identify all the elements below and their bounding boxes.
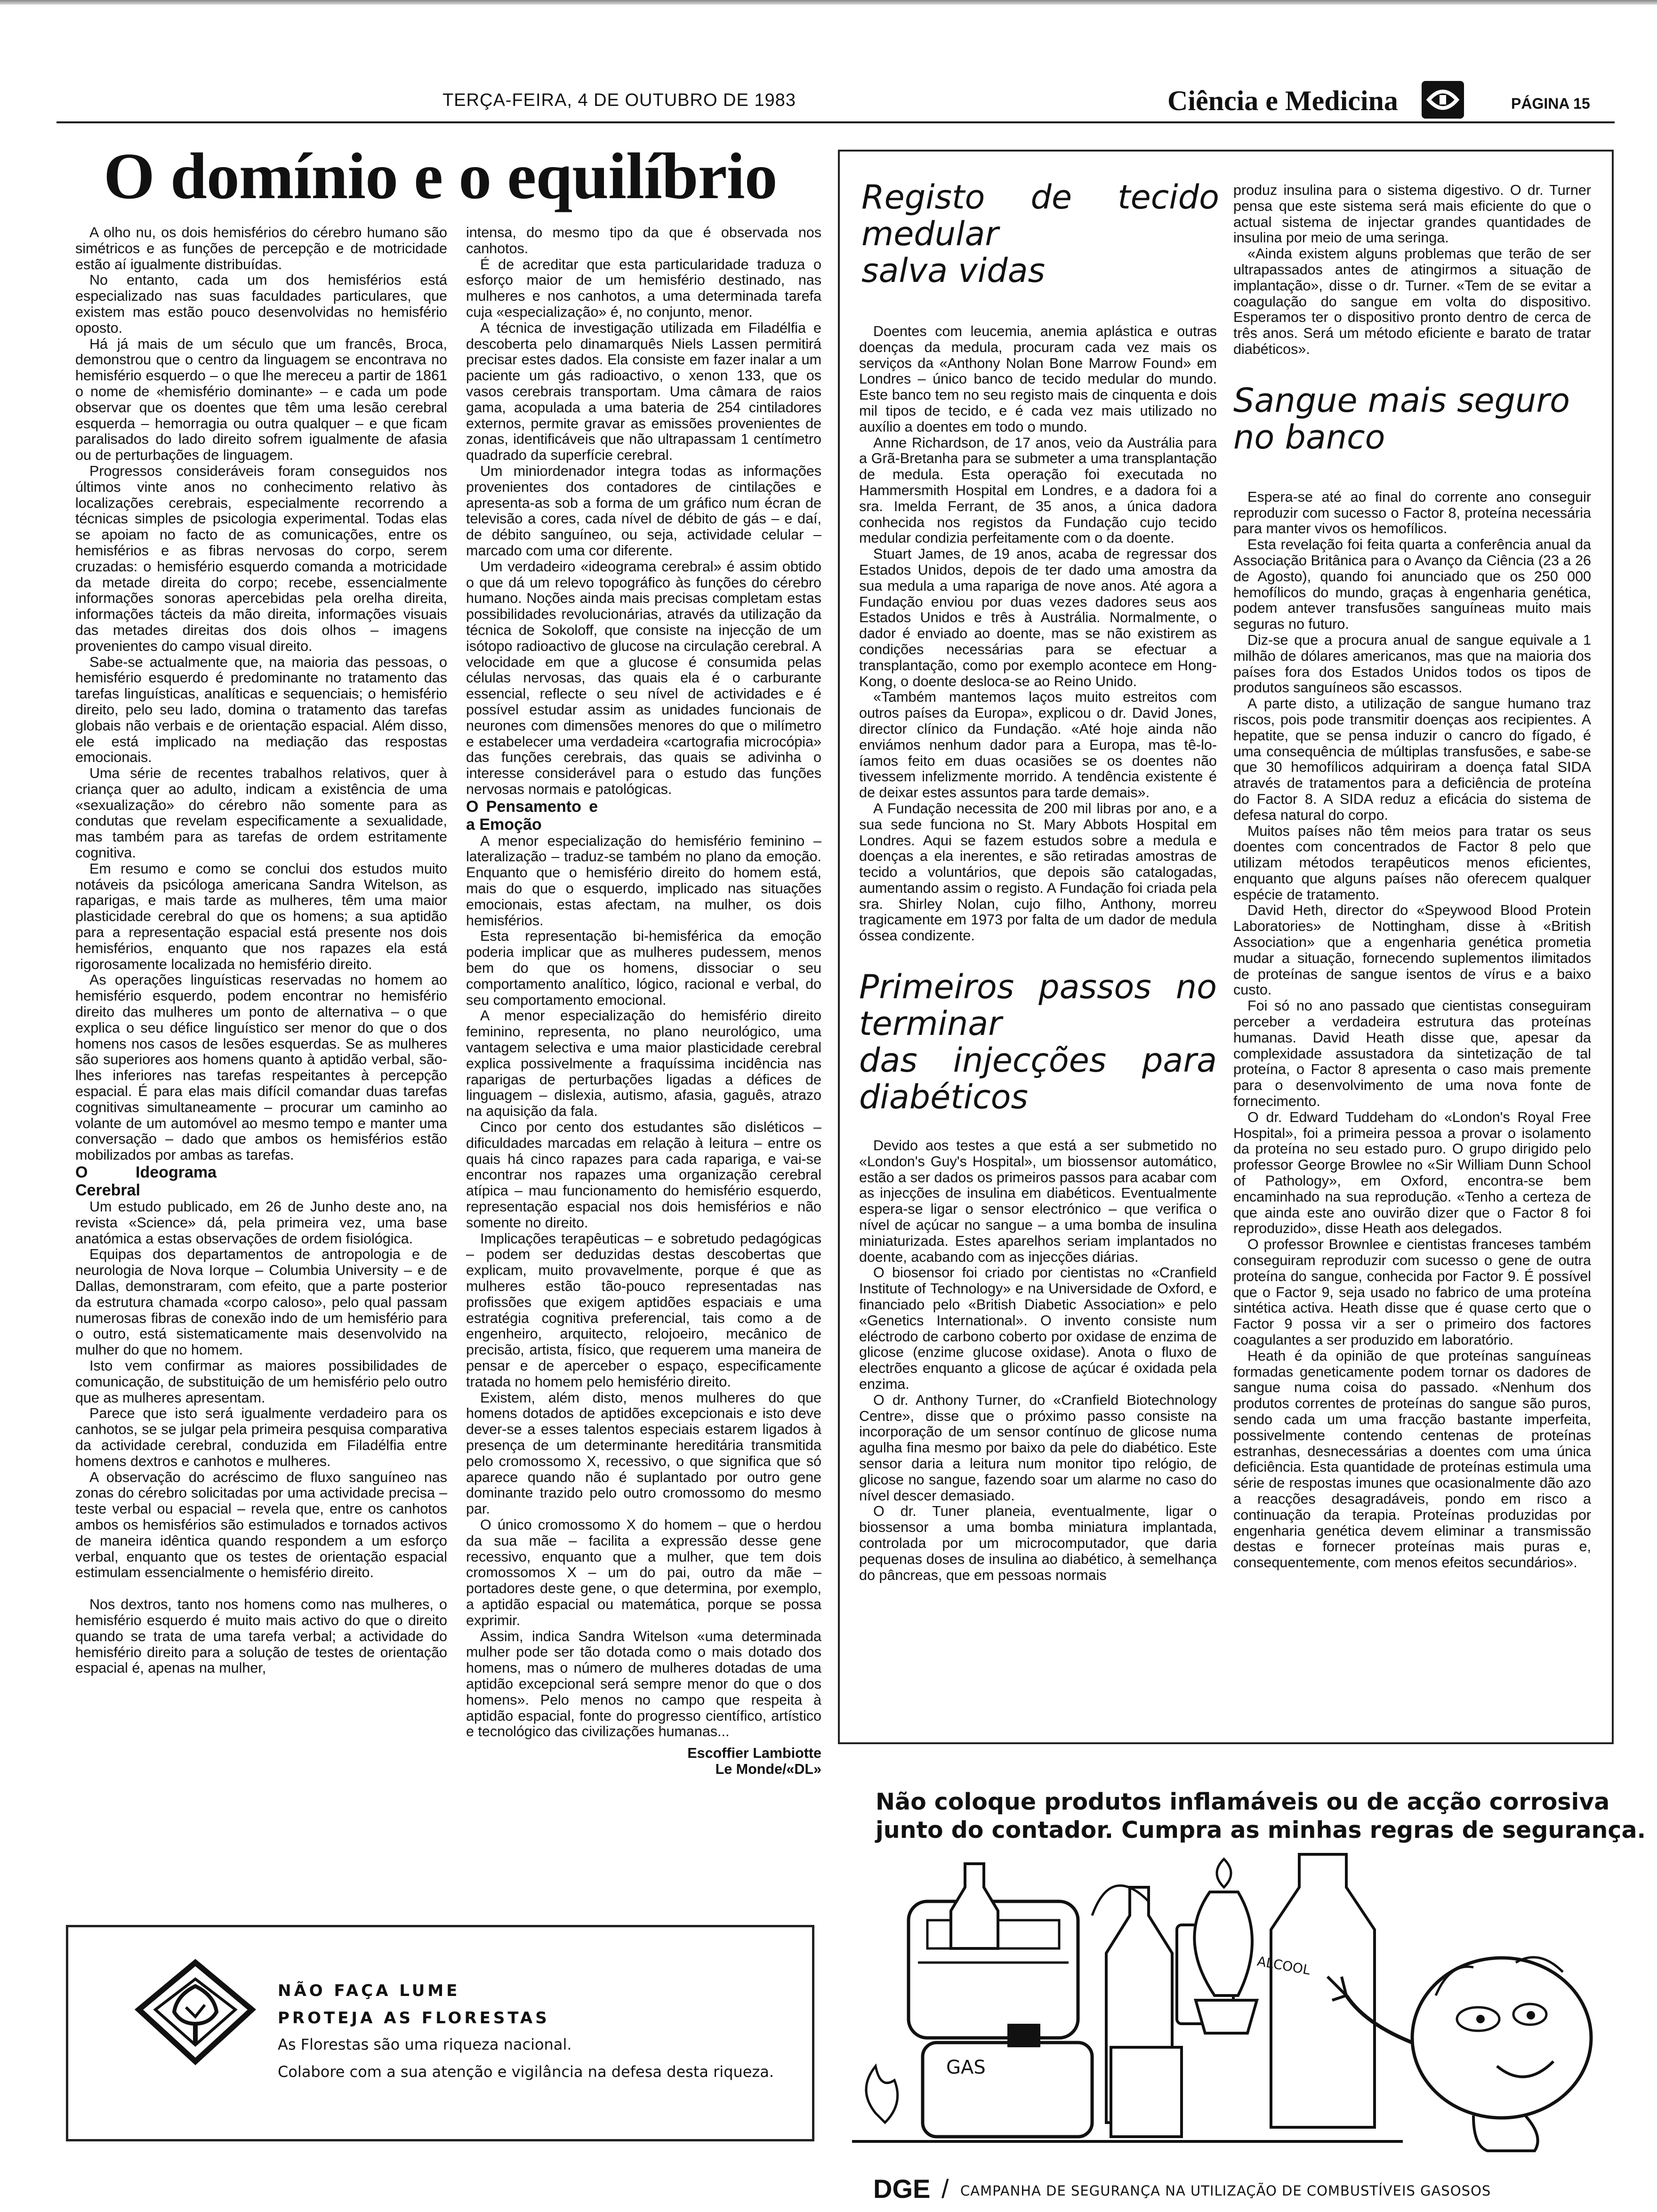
signature-author: Escoffier Lambiotte [687, 1745, 821, 1762]
box-col-1 [859, 324, 1217, 1736]
paragraph: No entanto, cada um dos hemisférios está especializado nas suas faculdades particulares, que existem mas estão pouco desenvolvidas no hemisfério oposto. [75, 272, 447, 336]
paragraph: Esta representação bi-hemisférica da emoção poderia implicar que as mulheres pudessem, menos bem do que os homens, dissociar o seu comportamento analítico, lógico, racional e verbal, do seu comportamento emocional. [466, 928, 821, 1008]
subheading: O Pensamento e a Emoção [466, 797, 598, 834]
title-line: Registo de tecido [861, 178, 1219, 216]
paragraph: Sabe-se actualmente que, na maioria das pessoas, o hemisfério esquerdo é predominante no tratamento das tarefas linguísticas, analíticas e sequenciais; o hemisfério direito, pelo seu lado, domina o tratamento das tarefas globais não verbais e de orientação espacial. Além disso, ele está implicado na mediação das respostas emocionais. [75, 654, 447, 766]
paragraph: O único cromossomo X do homem – que o herdou da sua mãe – facilita a expressão desse gene recessivo, enquanto que a mulher, que tem dois cromossomos X – um do pai, outro da mãe – portadores deste gene, o que determina, por exemplo, a aptidão espacial ou matemática, porque se possa exprimir. [466, 1516, 821, 1628]
paragraph: É de acreditar que esta particularidade traduza o esforço maior de um hemisfério destinado, nas mulheres e nos canhotos, a uma determinada tarefa cuja «especialização» é, no conjunto, menor. [466, 256, 821, 320]
paragraph: O dr. Edward Tuddeham do «London's Royal Free Hospital», foi a primeira pessoa a provar o isolamento da proteína no seu estado puro. O grupo dirigido pelo professor George Browlee no «Sir William Dunn School of Pathology», em Oxford, encontra-se bem encaminhado na sua reprodução. «Tenho a certeza de que ainda este ano ouvirão dizer que o Factor 8 foi reproduzido», disse Heath aos delegados. [1233, 1109, 1591, 1237]
paragraph: A Fundação necessita de 200 mil libras por ano, e a sua sede funciona no St. Mary Abbots Hospital em Londres. Aqui se fazem estudos sobre a medula e doenças a ela inerentes, e são retiradas amostras de tecido a voluntários, que depois são catalogadas, aumentando assim o registo. A Fundação foi criada pela sra. Shirley Nolan, cujo filho, Anthony, morreu tragicamente em 1973 por falta de um dador de medula óssea condizente. [859, 800, 1217, 944]
paragraph: Um verdadeiro «ideograma cerebral» é assim obtido o que dá um relevo topográfico às funções do cérebro humano. Noções ainda mais precisas completam estas possibilidades revolucionárias, através da utilização da técnica de Sokoloff, que consiste na injecção de um isótopo radioactivo de glucose na circulação cerebral. A velocidade em que a glucose é consumida pelas células nervosas, das quais ela é o carburante essencial, reflecte o seu nível de actividades e é possível estudar assim as unidades funcionais de neurones com dimensões menores do que o milímetro e estabelecer uma verdadeira «cartografia microcópia» das funções cerebrais, das quais se adivinha o interesse considerável para o estudo das funções nervosas normais e patológicas. [466, 558, 821, 797]
title-line: terminar [859, 1004, 1002, 1043]
tree-logo-icon [134, 1958, 257, 2076]
forest-ad-line1: NÃO FAÇA LUME [278, 1981, 460, 2000]
paragraph: Diz-se que a procura anual de sangue equivale a 1 milhão de dólares americanos, mas que na maioria dos países fora dos Estados Unidos todos os tipos de produtos sanguíneos são escassos. [1233, 632, 1591, 696]
paragraph: Um estudo publicado, em 26 de Junho deste ano, na revista «Science» dá, pela primeira vez, uma base anatómica a estas observações de ordem fisiológica. [75, 1199, 447, 1247]
paragraph: As operações linguísticas reservadas no homem ao hemisfério esquerdo, podem encontrar no hemisfério direito das mulheres um ponto de alternativa – o que explica o seu défice linguístico ser menor do que o dos homens nos casos de lesões esquerdas. Se as mulheres são superiores aos homens quanto à aptidão verbal, são-lhes inferiores nas tarefas respeitantes à percepção espacial. É para elas mais difícil comandar duas tarefas cognitivas simultaneamente – procurar um caminho ao volante de um automóvel ao mesmo tempo e manter uma conversação – dado que ambos os hemisférios estão mobilizados por ambas as tarefas. [75, 972, 447, 1163]
gas-ad-illustration [847, 1845, 1610, 2174]
paragraph: Muitos países não têm meios para tratar os seus doentes com concentrados de Factor 8 pelo que utilizam métodos terapêuticos menos eficientes, enquanto que alguns países não oferecem qualquer espécie de tratamento. [1233, 823, 1591, 903]
paragraph: Cinco por cento dos estudantes são disléticos – dificuldades marcadas em relação à leitura – entre os quais há cinco rapazes para cada rapariga, e vai-se encontrar nos rapazes uma organização cerebral atípica – mau funcionamento do hemisfério esquerdo, representação espacial nos dois hemisférios e não somente no direito. [466, 1119, 821, 1231]
paragraph: «Ainda existem alguns problemas que terão de ser ultrapassados antes de atingirmos a situação de implantação», disse o dr. Turner. «Tem de se evitar a coagulação do sangue em volta do dispositivo. Esperamos ter o dispositivo pronto dentro de cerca de três anos. Será um método eficiente e barato de tratar diabéticos». [1233, 246, 1591, 357]
article-title-primeiros [859, 969, 1217, 1115]
paragraph: Stuart James, de 19 anos, acaba de regressar dos Estados Unidos, depois de ter dado uma amostra da sua medula a uma rapariga de nove anos. Até agora a Fundação enviou por duas vezes dadores seus aos Estados Unidos e três à Austrália. Normalmente, o dador é enviado ao doente, mas se não existirem as condições necessárias para se efectuar a transplantação, como por exemplo acontece em Hong-Kong, o doente desloca-se ao Reino Unido. [859, 546, 1217, 689]
paragraph: Em resumo e como se conclui dos estudos muito notáveis da psicóloga americana Sandra Witelson, as raparigas, e mais tarde as mulheres, têm uma maior plasticidade cerebral do que os homens; a sua aptidão para a representação espacial está presente nos dois hemisférios, enquanto que nos rapazes ela está rigorosamente localizada no hemisfério direito. [75, 860, 447, 972]
paragraph: Isto vem confirmar as maiores possibilidades de comunicação, de substituição de um hemisfério pelo outro que as mulheres apresentam. [75, 1357, 447, 1406]
paragraph: A técnica de investigação utilizada em Filadélfia e descoberta pelo dinamarquês Niels Lassen permitirá precisar estes dados. Ela consiste em fazer inalar a um paciente um gás radioactivo, o xenon 133, que os vasos cerebrais transportam. Uma câmara de raios gama, acopulada a uma bateria de 254 cintiladores externos, permite gravar as emissões provenientes de zonas, identificáveis que não ultrapassam 1 centímetro quadrado da superfície cerebral. [466, 320, 821, 464]
paragraph: Um miniordenador integra todas as informações provenientes dos contadores de cintilações e apresenta-as sob a forma de um gráfico num écran de televisão a cores, cada nível de débito de gás – e daí, de débito sanguíneo, ou seja, actividade celular – marcado com uma cor diferente. [466, 463, 821, 559]
box-col-2 [1233, 183, 1591, 1736]
gas-ad-line2: junto do contador. Cumpra as minhas regras de segurança. [876, 1817, 1646, 1843]
paragraph: Assim, indica Sandra Witelson «uma determinada mulher pode ser tão dotada como o mais dotado dos homens, mas o número de mulheres dotadas de uma aptidão excepcional será sempre menor do que o dos homens». Pelo menos no campo que respeita à aptidão espacial, fonte do progresso científico, artístico e tecnológico das civilizações humanas... [466, 1628, 821, 1740]
paragraph: Anne Richardson, de 17 anos, veio da Austrália para a Grã-Bretanha para se submeter a uma transplantação de medula. Esta operação foi executada no Hammersmith Hospital em Londres, e a dadora foi a sra. Imelda Ferrant, de 35 anos, a única dadora conhecida nos registos da Fundação cujo tecido medular condizia perfeitamente com o da doente. [859, 434, 1217, 546]
main-col-1 [75, 225, 447, 1882]
main-title: O domínio e o equilíbrio [104, 140, 777, 213]
paragraph: Esta revelação foi feita quarta a conferência anual da Associação Britânica para o Avanço da Ciência (23 a 26 de Agosto), quando foi anunciado que os 250 000 hemofílicos do mundo, graças à engenharia genética, podem antever transfusões sanguíneas muito mais seguras no futuro. [1233, 537, 1591, 633]
forest-ad-line4: Colabore com a sua atenção e vigilância na defesa desta riqueza. [278, 2063, 774, 2081]
title-line: das injecções para [859, 1041, 1217, 1080]
paragraph: A menor especialização do hemisfério feminino – lateralização – traduz-se também no plano da emoção. Enquanto que o hemisfério direito do homem está, mais do que o esquerdo, implicado nas situações emocionais, estas afectam, na mulher, os dois hemisférios. [466, 833, 821, 929]
gas-cylinder-label: GAS [946, 2057, 986, 2078]
forest-ad-line3: As Florestas são uma riqueza nacional. [278, 2036, 572, 2053]
subheading: O Ideograma Cerebral [75, 1163, 217, 1200]
title-line: diabéticos [859, 1078, 1028, 1117]
gas-ad-campaign: CAMPANHA DE SEGURANÇA NA UTILIZAÇÃO DE COMBUSTÍVEIS GASOSOS [960, 2183, 1491, 2199]
paragraph: Nos dextros, tanto nos homens como nas mulheres, o hemisfério esquerdo é muito mais activo do que o direito quando se trata de uma tarefa verbal; a actividade do hemisfério direito para a solução de testes de orientação espacial é, apenas na mulher, [75, 1596, 447, 1676]
forest-ad-line2: PROTEJA AS FLORESTAS [278, 2009, 550, 2028]
title-line: no banco [1233, 417, 1385, 457]
gas-ad-brand-slash: / [941, 2174, 949, 2204]
header-rule [56, 121, 1615, 123]
header-logo [1422, 81, 1464, 119]
paragraph: A menor especialização do hemisfério direito feminino, representa, no plano neurológico, uma vantagem selectiva e uma maior plasticidade cerebral explica possivelmente a fraquíssima incidência nas raparigas de perturbações ligadas a défices de linguagem – dislexia, autismo, afasia, gaguês, atrazo na aquisição da fala. [466, 1008, 821, 1120]
paragraph: O dr. Tuner planeia, eventualmente, ligar o biossensor a uma bomba miniatura implantada, controlada por um microcomputador, que daria pequenas doses de insulina ao diabético, à semelhança do pâncreas, que em pessoas normais [859, 1503, 1217, 1583]
paragraph: O biosensor foi criado por cientistas no «Cranfield Institute of Technology» e na Universidade de Oxford, e financiado pelo «British Diabetic Association» e pelo «Genetics International». O invento consiste num eléctrodo de carbono coberto por oxidase de enzima de glicose (enzime glucose oxidase). Anota o fluxo de electrões enquanto a glicose de açúcar é oxidada pela enzima. [859, 1265, 1217, 1393]
title-line: medular [861, 215, 999, 253]
paragraph: «Também mantemos laços muito estreitos com outros países da Europa», explicou o dr. David Jones, director clínico da Fundação. «Até hoje ainda não enviámos nenhum dador para a Europa, mas tê-lo-íamos feito em duas ocasiões se os doentes não tivessem infelizmente morrido. A tendência existente é de deixar estes assuntos para tarde demais». [859, 689, 1217, 801]
paragraph: A observação do acréscimo de fluxo sanguíneo nas zonas do cérebro solicitadas por uma actividade precisa – teste verbal ou espacial – revela que, entre os canhotos ambos os hemisférios são estimulados e tornados activos de maneira idêntica quando respondem a um esforço verbal, enquanto que os testes de orientação espacial estimulam essencialmente o hemisfério direito. [75, 1469, 447, 1581]
main-col-2 [466, 225, 821, 1891]
paragraph: A parte disto, a utilização de sangue humano traz riscos, pois pode transmitir doenças aos recipientes. A hepatite, que se pensa induzir o cancro do fígado, é uma consequência de múltiplas transfusões, e sabe-se que 30 hemofílicos adquiriram a doença fatal SIDA através de tratamentos para a deficiência de proteína do Factor 8. A SIDA reduz a eficácia do sistema de defesa natural do corpo. [1233, 696, 1591, 823]
paragraph: O dr. Anthony Turner, do «Cranfield Biotechnology Centre», disse que o próximo passo consiste na incorporação de um sensor contínuo de glicose numa agulha fina mesmo por baixo da pele do diabético. Este sensor daria a leitura num monitor tipo relógio, de glicose no sangue, fazendo soar um alarme no caso do nível descer demasiado. [859, 1392, 1217, 1504]
title-line: Primeiros passos no [859, 968, 1217, 1007]
paragraph: David Heth, director do «Speywood Blood Protein Laboratories» de Nottingham, disse à «British Association» que a engenharia genética prometia mudar a situação, fornecendo suplementos ilimitados de proteínas de sangue isentos de vírus e a baixo custo. [1233, 902, 1591, 998]
paragraph: Doentes com leucemia, anemia aplástica e outras doenças da medula, procuram cada vez mais os serviços da «Anthony Nolan Bone Marrow Found» em Londres – único banco de tecido medular do mundo. Este banco tem no seu registo mais de cinquenta e dois mil tipos de tecido, e é cada vez mais utilizado no auxílio a doentes em todo o mundo. [859, 324, 1217, 435]
header-date: TERÇA-FEIRA, 4 DE OUTUBRO DE 1983 [442, 90, 796, 110]
paragraph: Implicações terapêuticas – e sobretudo pedagógicas – podem ser deduzidas destas descobertas que explicam, muito provavelmente, porque é que as mulheres estão tão-pouco representadas nas profissões que exigem aptidões espaciais e uma estratégia cognitiva preferencial, tais como a de engenheiro, arquitecto, relojoeiro, mecânico de precisão, artista, físico, que requerem uma maneira de pensar e de aperceber o espaço, especificamente tratada no homem pelo hemisfério direito. [466, 1230, 821, 1390]
paragraph: produz insulina para o sistema digestivo. O dr. Turner pensa que este sistema será mais eficiente do que o actual sistema de injectar grandes quantidades de insulina por meio de uma seringa. [1233, 183, 1591, 246]
gas-ad-brand: DGE [873, 2174, 931, 2204]
title-line: Sangue mais seguro [1233, 381, 1570, 420]
paragraph: Parece que isto será igualmente verdadeiro para os canhotos, se se julgar pela primeira pesquisa comparativa da actividade cerebral, conduzida em Filadélfia entre homens dextros e canhotos e mulheres. [75, 1405, 447, 1469]
header-rule-top [0, 0, 1657, 5]
alcool-bottle-label: ALCOOL [1256, 1953, 1311, 1978]
paragraph: intensa, do mesmo tipo da que é observada nos canhotos. [466, 225, 821, 256]
header-section: Ciência e Medicina [1167, 85, 1398, 116]
header-page: PÁGINA 15 [1511, 95, 1590, 112]
paragraph: Equipas dos departamentos de antropologia e de neurologia de Nova Iorque – Columbia University – e de Dallas, demonstraram, com efeito, que a parte posterior da estrutura chamada «corpo caloso», pelo qual passam numerosas fibras de conexão indo de um hemisfério para o outro, está sistematicamente mais desenvolvido na mulher do que no homem. [75, 1246, 447, 1358]
paragraph: A olho nu, os dois hemisférios do cérebro humano são simétricos e as funções de percepção e de motricidade estão aí igualmente distribuídas. [75, 225, 447, 272]
paragraph: Heath é da opinião de que proteínas sanguíneas formadas geneticamente podem tornar os dadores de sangue numa coisa do passado. «Nenhum dos produtos correntes de proteínas do sangue são puros, sendo cada um uma fracção bastante imperfeita, possivelmente contendo centenas de proteínas estranhas, desnecessárias a doentes com uma única deficiência. Esta quantidade de proteínas estimula uma série de respostas imunes que ocasionalmente dão azo a reacções desagradáveis, pondo em risco a continuação da terapia. Proteínas produzidas por engenharia genética devem eliminar a transmissão destas e fornecer proteínas mais puras e, consequentemente, com menos efeitos secundários». [1233, 1347, 1591, 1571]
title-line: salva vidas [861, 251, 1046, 290]
paragraph: Uma série de recentes trabalhos relativos, quer à criança quer ao adulto, indicam a existência de uma «sexualização» do cérebro não somente para as condutas que revelam especificamente a sexualidade, mas também para as tarefas de ordem estritamente cognitiva. [75, 765, 447, 861]
paragraph: Espera-se até ao final do corrente ano conseguir reproduzir com sucesso o Factor 8, proteína necessária para manter vivos os hemofílicos. [1233, 489, 1591, 537]
gas-ad-line1: Não coloque produtos inflamáveis ou de acção corrosiva [876, 1788, 1610, 1815]
paragraph: Devido aos testes a que está a ser submetido no «London's Guy's Hospital», um biossensor automático, estão a ser dados os primeiros passos para acabar com as injecções de insulina em diabéticos. Eventualmente espera-se ligar o sensor electrónico – que verifica o nível de açúcar no sangue – a uma bomba de insulina miniaturizada. Estes aparelhos seriam implantados no doente, acabando com as injecções diárias. [859, 1138, 1217, 1265]
signature-source: Le Monde/«DL» [715, 1761, 821, 1777]
paragraph: Progressos consideráveis foram conseguidos nos últimos vinte anos no conhecimento relativo às localizações cerebrais, especialmente recorrendo a técnicas simples de psicologia experimental. Todas elas se apoiam no facto de as comunicações, entre os hemisférios e as fibras nervosas do corpo, serem cruzadas: o hemisfério esquerdo comanda a motricidade da metade direita do corpo; recebe, essencialmente informações sonoras apercebidas pela orelha direita, informações tácteis da mão direita, informações visuais das metades direitas dos dois olhos – imagens provenientes do campo visual direito. [75, 463, 447, 654]
article-title-registo [861, 179, 1219, 289]
paragraph: Foi só no ano passado que cientistas conseguiram perceber a verdadeira estrutura das proteínas humanas. David Heath disse que, apesar da complexidade assustadora da sintetização de tal proteína, o Factor 8 apresenta o caso mais premente para o desenvolvimento de uma nova fonte de fornecimento. [1233, 998, 1591, 1110]
paragraph: O professor Brownlee e cientistas franceses também conseguiram reproduzir com sucesso o gene de outra proteína do sangue, conhecida por Factor 9. É possível que o Factor 9, seja usado no fabrico de uma proteína sintética activa. Heath disse que é quase certo que o Factor 9 possa vir a ser o primeiro dos factores coagulantes a ser produzido em laboratório. [1233, 1236, 1591, 1348]
article-title-sangue [1233, 382, 1591, 456]
paragraph: Há já mais de um século que um francês, Broca, demonstrou que o centro da linguagem se encontrava no hemisfério esquerdo – o que lhe mereceu a partir de 1861 o nome de «hemisfério dominante» – e cada um pode observar que os doentes que têm uma lesão cerebral esquerda – hemorragia ou outra qualquer – e que ficam paralisados do lado direito sofrem igualmente de afasia ou de perturbações de linguagem. [75, 336, 447, 464]
paragraph: Existem, além disto, menos mulheres do que homens dotados de aptidões excepcionais e isto deve dever-se a esses talentos especiais estarem ligados à presença de um determinante hereditária transmitida pelo cromossomo X, recessivo, o que significa que só aparece quando não é suplantado por outro gene dominante trazido pelo outro cromossomo do mesmo par. [466, 1389, 821, 1517]
